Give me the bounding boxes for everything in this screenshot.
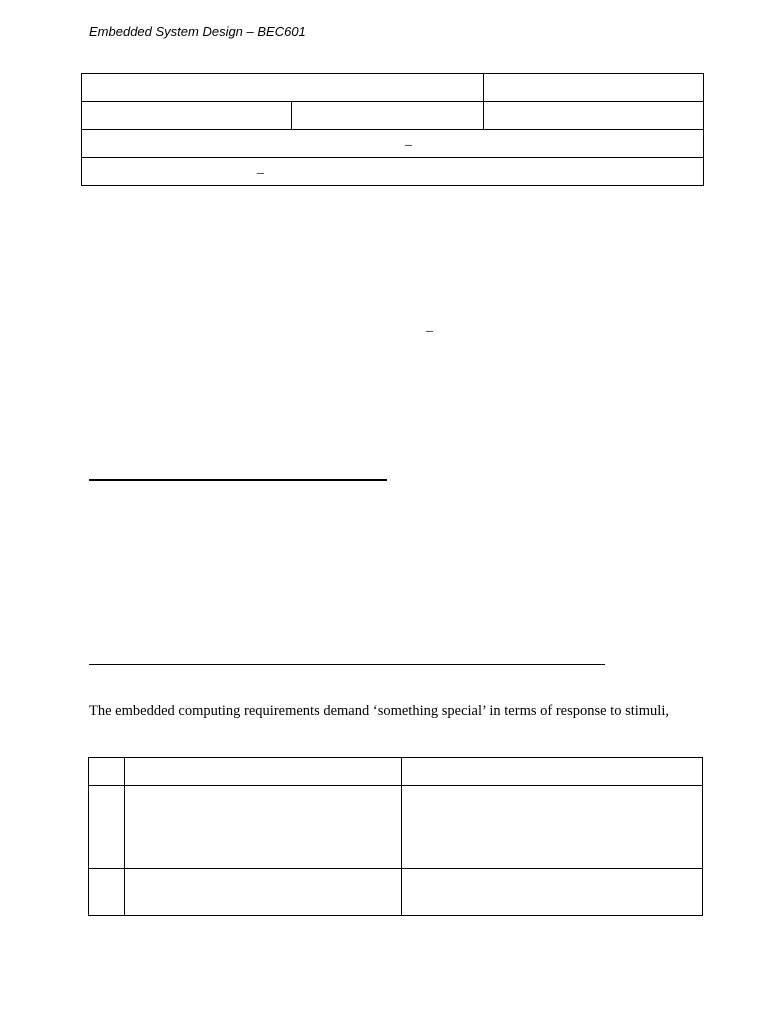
top-table (81, 73, 704, 186)
section-rule-thick (89, 479, 387, 481)
top-table-row4-dash: _ (257, 161, 264, 176)
top-table-col-divider-right (483, 74, 484, 129)
bottom-table-col-divider-2 (401, 758, 402, 915)
section-rule-thin (89, 664, 605, 665)
top-table-row-divider-2 (82, 129, 703, 130)
bottom-table-col-divider-1 (124, 758, 125, 915)
top-table-row-divider-1 (82, 101, 703, 102)
top-table-col-divider-left (291, 101, 292, 129)
page-header: Embedded System Design – BEC601 (89, 24, 306, 39)
body-paragraph: The embedded computing requirements demand ‘something special’ in terms of response to stimuli, (89, 703, 669, 719)
top-table-row3-dash: _ (405, 133, 412, 148)
top-table-row-divider-3 (82, 157, 703, 158)
bottom-table (88, 757, 703, 916)
floating-dash: _ (426, 319, 433, 334)
bottom-table-row-divider-2 (89, 868, 702, 869)
bottom-table-row-divider-1 (89, 785, 702, 786)
